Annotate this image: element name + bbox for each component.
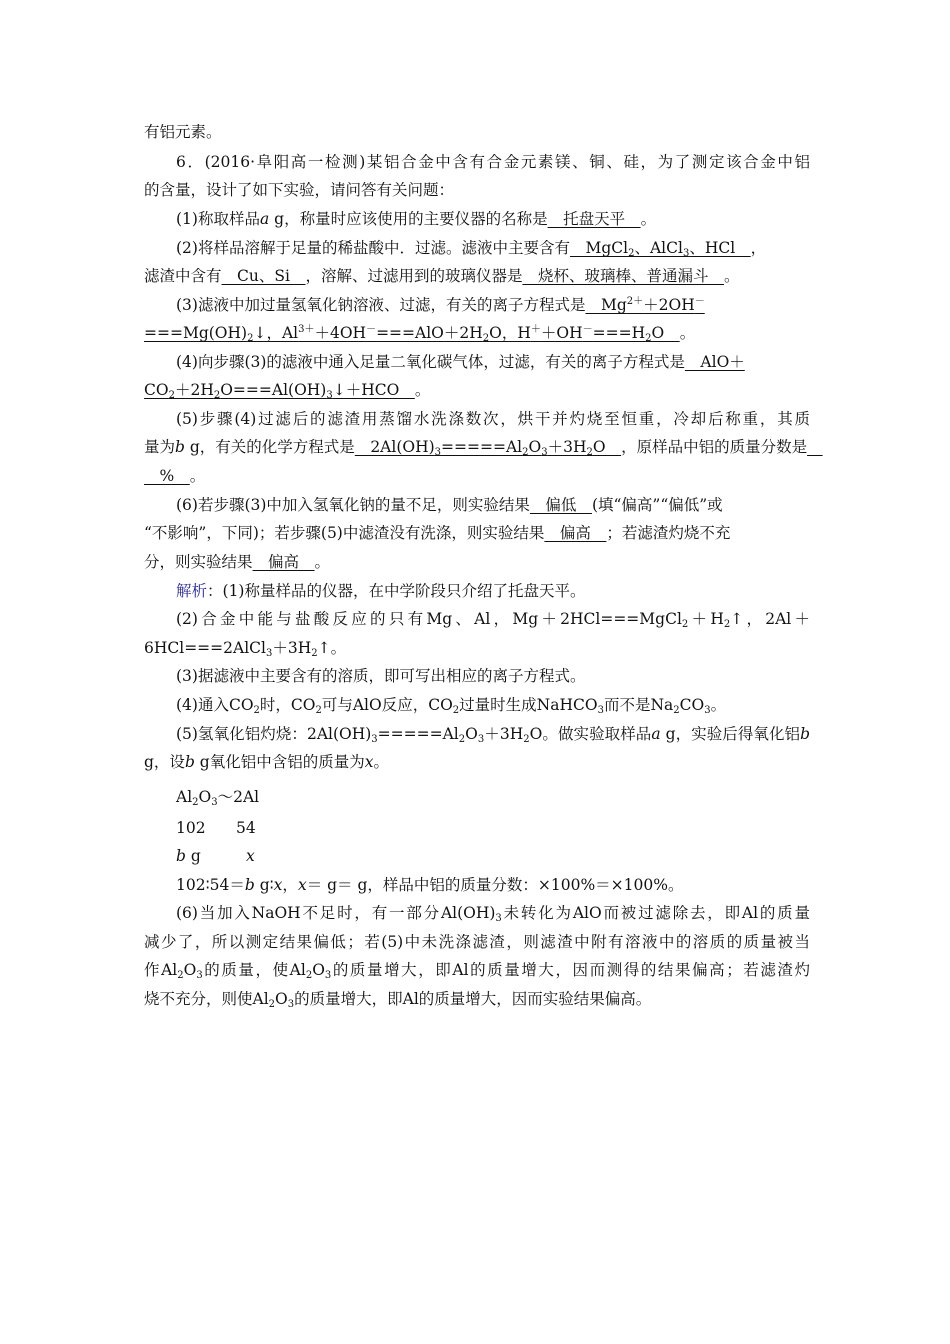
subscript: 2 <box>311 648 318 659</box>
text: g，实验后得氧化铝 <box>660 725 801 743</box>
variable: a <box>259 210 270 228</box>
answer-blank: Cu、Si <box>221 267 306 285</box>
answer-blank <box>570 239 751 257</box>
sub-question-3 <box>176 295 810 315</box>
text: 时，CO <box>259 696 316 714</box>
text-line <box>144 437 810 457</box>
text: 。 <box>414 381 431 399</box>
variable: x <box>273 876 283 894</box>
subscript: 3 <box>477 734 485 745</box>
text: 的含量，设计了如下实验，请问答有关问题： <box>144 181 455 199</box>
formula-line <box>176 846 810 866</box>
text: 而不是Na <box>603 696 674 714</box>
subscript: 2 <box>522 447 529 458</box>
subscript: 3 <box>434 447 442 458</box>
text: ↑。 <box>317 639 347 657</box>
text-line <box>144 266 810 286</box>
variable: x <box>246 847 255 865</box>
text: ＋H <box>688 610 724 628</box>
text: (6)当加入NaOH不足时，有一部分Al(OH) <box>176 904 496 922</box>
answer-blank <box>807 438 823 456</box>
formula-line <box>176 787 810 807</box>
sub-question-6 <box>176 495 810 515</box>
text: O <box>198 788 212 806</box>
text: 2Al(OH) <box>354 438 435 456</box>
text: g氧化铝中含铝的质量为 <box>194 753 365 771</box>
text: CO <box>679 696 705 714</box>
text: 102∶54＝ <box>176 876 245 894</box>
text: ， <box>750 239 767 257</box>
text: ＋OH <box>540 324 583 342</box>
subscript: 2 <box>586 447 593 458</box>
text: ===Mg(OH) <box>144 324 248 342</box>
text: =====Al <box>441 438 523 456</box>
subscript: 3 <box>266 648 273 659</box>
text-line <box>176 695 810 715</box>
text: 未转化为AlO而被过滤除去，即Al的质量 <box>501 904 810 922</box>
text: ，溶解、过滤用到的玻璃仪器是 <box>305 267 523 285</box>
answer-blank: 烧杯、玻璃棒、普通漏斗 <box>522 267 724 285</box>
text: 有铝元素。 <box>144 123 222 141</box>
superscript: 2＋ <box>626 296 644 307</box>
subscript: 3 <box>326 390 333 401</box>
text: ：(1)称量样品的仪器，在中学阶段只介绍了托盘天平。 <box>207 582 586 600</box>
text: 量为 <box>144 438 176 456</box>
text: O <box>275 990 288 1008</box>
subscript: 2 <box>305 970 313 981</box>
text: 。 <box>640 210 657 228</box>
text: ↓＋HCO <box>332 381 415 399</box>
text: 。 <box>710 696 727 714</box>
answer-blank: % <box>144 467 190 485</box>
subscript: 2 <box>268 999 276 1010</box>
text: ＝ g＝ g，样品中铝的质量分数：×100%＝×100%。 <box>306 876 684 894</box>
text: 、HCl <box>689 239 751 257</box>
text-line <box>176 724 810 744</box>
text: ＋3H <box>547 438 587 456</box>
text: O <box>465 725 478 743</box>
text: (4)通入CO <box>176 696 254 714</box>
sub-question-1 <box>176 209 810 229</box>
variable: a <box>651 725 661 743</box>
analysis-label: 解析 <box>176 582 208 600</box>
subscript: 2 <box>681 619 689 630</box>
text: 作Al <box>144 961 178 979</box>
analysis-heading <box>176 581 810 601</box>
text: O <box>651 324 680 342</box>
text: ， <box>282 876 298 894</box>
text: 烧不充分，则使Al <box>144 990 269 1008</box>
subscript: 2 <box>673 705 680 716</box>
text: “不影响”，下同)；若步骤(5)中滤渣没有洗涤，则实验结果 <box>144 524 545 542</box>
text: =====Al <box>377 725 459 743</box>
subscript: 2 <box>645 333 652 344</box>
subscript: 2 <box>482 333 490 344</box>
subscript: 2 <box>168 390 175 401</box>
answer-blank: AlO＋ <box>684 353 745 371</box>
text: 分，则实验结果 <box>144 553 253 571</box>
answer-blank: 偏低 <box>529 496 592 514</box>
text: 。 <box>189 467 206 485</box>
variable: x <box>297 876 307 894</box>
formula-line <box>176 875 810 895</box>
text: O。做实验取样品 <box>529 725 652 743</box>
subscript: 2 <box>523 734 530 745</box>
variable: b <box>175 438 185 456</box>
superscript: － <box>366 324 377 335</box>
text-line <box>176 609 810 629</box>
text-line <box>144 960 810 980</box>
subscript: 2 <box>315 705 322 716</box>
formula-line <box>176 818 810 838</box>
text: 6．(2016·阜阳高一检测)某铝合金中含有合金元素镁、铜、硅，为了测定该合金中铝 <box>176 153 810 171</box>
variable: b <box>176 847 186 865</box>
variable: b <box>800 725 811 743</box>
text: 减少了，所以测定结果偏低；若(5)中未洗涤滤渣，则滤渣中附有溶液中的溶质的质量被当 <box>144 933 810 951</box>
text: O <box>312 961 325 979</box>
subscript: 3 <box>287 999 295 1010</box>
text: (1)称取样品 <box>176 210 260 228</box>
text: (4)向步骤(3)的滤液中通入足量二氧化碳气体，过滤，有关的离子方程式是 <box>176 353 685 371</box>
text: O <box>183 961 197 979</box>
text: (3)滤液中加过量氢氧化钠溶液、过滤，有关的离子方程式是 <box>176 296 586 314</box>
text: 。 <box>723 267 740 285</box>
text: ===AlO＋2H <box>376 324 483 342</box>
text-line <box>144 380 810 400</box>
text: ↓，Al <box>253 324 299 342</box>
variable: b <box>244 876 255 894</box>
subscript: 2 <box>247 333 254 344</box>
text: ＋2H <box>174 381 214 399</box>
text: ===H <box>592 324 646 342</box>
subscript: 2 <box>723 619 731 630</box>
text-line <box>144 180 810 200</box>
superscript: － <box>582 324 593 335</box>
subscript: 3 <box>597 705 604 716</box>
subscript: 2 <box>213 390 221 401</box>
text: g，称量时应该使用的主要仪器的名称是 <box>269 210 548 228</box>
text: ＋4OH <box>314 324 367 342</box>
text-line <box>176 666 810 686</box>
superscript: ＋ <box>530 324 541 335</box>
answer-blank <box>585 296 704 314</box>
text-line <box>144 552 810 572</box>
variable: x <box>364 753 374 771</box>
text-line <box>176 903 810 923</box>
text: (2)将样品溶解于足量的稀盐酸中．过滤。滤液中主要含有 <box>176 239 570 257</box>
answer-blank: 托盘天平 <box>547 210 641 228</box>
answer-blank <box>355 438 621 456</box>
text: g∶ <box>254 876 274 894</box>
text: 54 <box>236 819 256 837</box>
text: ，原样品中铝的质量分数是 <box>621 438 808 456</box>
text: (2)合金中能与盐酸反应的只有Mg、Al，Mg＋2HCl===MgCl <box>176 610 682 628</box>
text-line <box>144 523 810 543</box>
text: 。 <box>314 553 331 571</box>
text-line <box>144 466 810 486</box>
superscript: － <box>694 296 705 307</box>
text: ↑，2Al＋ <box>730 610 811 628</box>
text: 、AlCl <box>634 239 683 257</box>
question-heading <box>176 152 810 172</box>
subscript: 2 <box>192 797 199 808</box>
text: (填“偏高”“偏低”或 <box>591 496 723 514</box>
variable: b <box>184 753 195 771</box>
text: 过量时生成NaHCO <box>459 696 598 714</box>
sub-question-4 <box>176 352 810 372</box>
text: 。 <box>679 324 696 342</box>
answer-blank <box>144 381 415 399</box>
text: 的质量，使Al <box>202 961 306 979</box>
text: g，设 <box>144 753 185 771</box>
answer-blank: 偏高 <box>544 524 607 542</box>
subscript: 3 <box>682 248 690 259</box>
subscript: 3 <box>371 734 378 745</box>
text-line <box>144 122 810 142</box>
text: 的质量增大，即Al的质量增大，因而实验结果偏高。 <box>294 990 652 1008</box>
text-line <box>144 989 810 1009</box>
text: 6HCl===2AlCl <box>144 639 266 657</box>
subscript: 2 <box>458 734 466 745</box>
text: ＋3H <box>484 725 524 743</box>
text: (6)若步骤(3)中加入氢氧化钠的量不足，则实验结果 <box>176 496 530 514</box>
text: Al <box>176 788 193 806</box>
text: CO <box>144 381 169 399</box>
text-line <box>144 932 810 952</box>
text: O===Al(OH) <box>220 381 327 399</box>
text: 可与AlO反应，CO <box>321 696 453 714</box>
text: ～2Al <box>217 788 260 806</box>
subscript: 3 <box>495 913 502 924</box>
text: MgCl <box>569 239 629 257</box>
text: ＋2OH <box>643 296 695 314</box>
text: 。 <box>373 753 389 771</box>
text-line <box>144 752 810 772</box>
text: 的质量增大，即Al的质量增大，因而测得的结果偏高；若滤渣灼 <box>331 961 811 979</box>
text-line <box>144 638 810 658</box>
text: 102 <box>176 819 206 837</box>
sub-question-2 <box>176 238 810 258</box>
answer-blank <box>144 324 680 342</box>
subscript: 3 <box>196 970 203 981</box>
text: O <box>592 438 622 456</box>
superscript: 3＋ <box>298 324 315 335</box>
subscript: 2 <box>177 970 184 981</box>
text: g <box>185 847 201 865</box>
sub-question-5 <box>176 409 810 429</box>
text: O <box>528 438 542 456</box>
text: 滤渣中含有 <box>144 267 222 285</box>
subscript: 2 <box>628 248 635 259</box>
text: ＋3H <box>272 639 312 657</box>
text: (5)氢氧化铝灼烧：2Al(OH) <box>176 725 372 743</box>
answer-blank: 偏高 <box>252 553 315 571</box>
text: (3)据滤液中主要含有的溶质，即可写出相应的离子方程式。 <box>176 667 586 685</box>
text: Mg <box>585 296 627 314</box>
text: (5)步骤(4)过滤后的滤渣用蒸馏水洗涤数次，烘干并灼烧至恒重，冷却后称重，其质 <box>176 410 810 428</box>
subscript: 2 <box>253 705 260 716</box>
subscript: 2 <box>452 705 460 716</box>
subscript: 3 <box>324 970 332 981</box>
subscript: 3 <box>704 705 711 716</box>
subscript: 3 <box>211 797 218 808</box>
text: ；若滤渣灼烧不充 <box>606 524 731 542</box>
subscript: 3 <box>541 447 548 458</box>
text: g，有关的化学方程式是 <box>184 438 355 456</box>
text: O，H <box>489 324 531 342</box>
text-line <box>144 323 810 343</box>
